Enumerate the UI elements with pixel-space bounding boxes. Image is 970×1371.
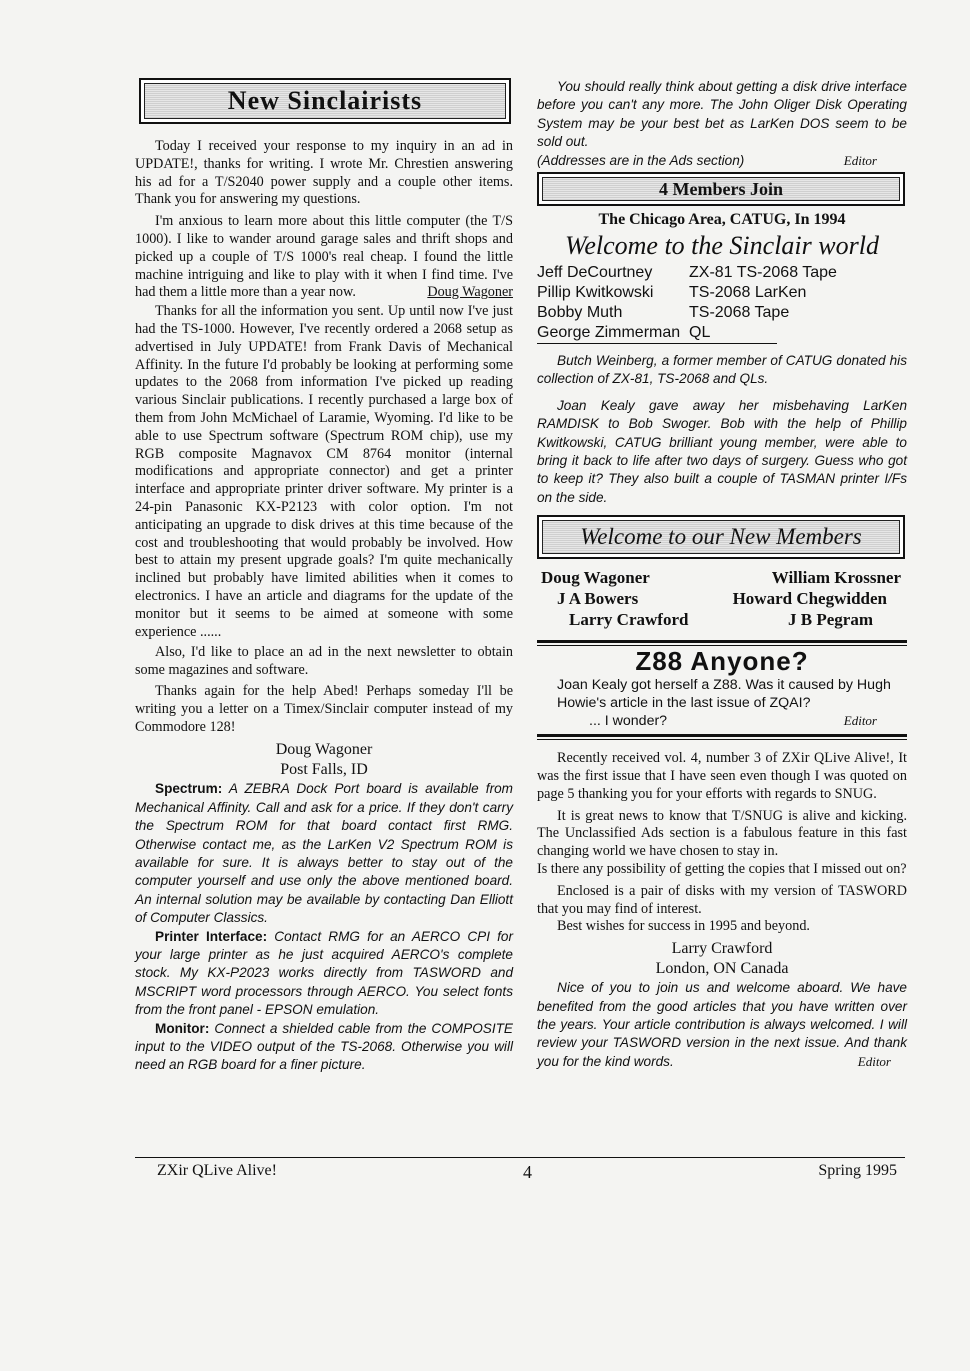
reply-monitor-body: Connect a shielded cable from the COMPOSITE input to the VIDEO output of the TS-2068. Otherwise you will need an RGB board for a finer picture. (135, 1020, 513, 1073)
z88-body: Joan Kealy got herself a Z88. Was it caused by Hugh Howie's article in the last issue of ZQAI? (557, 677, 891, 712)
reply-larry-body: Nice of you to join us and welcome aboard. We have benefited from the good articles that you have written over the years. Your article contribution is always welcomed. I will review your TASWORD version in the next issue. And thank you for the kind words. (537, 980, 907, 1069)
reply-spectrum-heading: Spectrum: (155, 781, 223, 797)
letter1-paragraph-1: Today I received your response to my inquiry in an ad in UPDATE!, thanks for writing. I wrote Mr. Chrestien answering his ad for a T/S2040 power supply and a couple other items. Thank you for answering my questions. (135, 138, 513, 208)
letter3-paragraph-1: Recently received vol. 4, number 3 of ZXir QLive Alive!, It was the first issue that I have seen even though I was quoted on page 5 thanking you for your efforts with regards to SNUG. (537, 750, 907, 802)
new-members-row (537, 567, 907, 588)
joan-note: Joan Kealy gave away her misbehaving LarKen RAMDISK to Bob Swoger. Bob with the help of Phillip Kwitkowski, CATUG brilliant young member, were able to bring it back to life after two days of surgery. Guess who got to keep it? They also built a couple of TASMAN printer I/Fs on the side. (537, 397, 907, 505)
left-column (135, 78, 513, 1075)
member-row (537, 303, 907, 323)
reply-larry (537, 979, 907, 1071)
signature2-place: London, ON Canada (655, 960, 789, 978)
members-join-title: 4 Members Join (542, 177, 900, 201)
right-column (537, 78, 907, 1071)
new-member-name: J B Pegram (788, 610, 873, 630)
letter3-paragraph-3: Is there any possibility of getting the copies that I missed out on? (537, 861, 907, 878)
butch-note: Butch Weinberg, a former member of CATUG donated his collection of ZX-81, TS-2068 and QLs. (537, 353, 907, 387)
member-row (537, 323, 777, 344)
member-row (537, 263, 907, 283)
addresses-note: (Addresses are in the Ads section) (537, 152, 745, 168)
addresses-note-row (537, 152, 907, 170)
letter1-signature: Doug Wagoner (427, 284, 513, 301)
member-list (537, 263, 907, 344)
new-member-name: Larry Crawford (569, 610, 689, 630)
letter3-paragraph-4: Enclosed is a pair of disks with my version of TASWORD that you may find of interest. (537, 882, 907, 917)
member-name: George Zimmerman (537, 324, 681, 342)
letter3-paragraph-5: Best wishes for success in 1995 and beyond. (557, 918, 810, 935)
z88-wonder-row (537, 712, 907, 730)
z88-wonder: ... I wonder? (589, 713, 668, 730)
banner-title: New Sinclairists (144, 83, 506, 119)
signature-name: Doug Wagoner (275, 741, 373, 759)
member-name: Pillip Kwitkowski (537, 284, 654, 302)
letter2-paragraph-1: Thanks for all the information you sent. Up until now I've just had the TS-1000. However, I've recently ordered a 2068 setup as advertised in July UPDATE! from Frank Davis of Mechanical Affinity. In the future I'd probably be looking at performing some updates to the 2068 from information I've picked up reading various Sinclair publications. I recently purchased a large box of them from John McMichael of Laramie, Wyoming. I'd like to be able to use Spectrum software (Spectrum ROM chip), use my RGB composite Magnavox CM 8764 monitor (internal modifications and appropriate connector) and get a printer interface and appropriate printer driver software. My printer is a 24-pin Panasonic KX-P2123 with color option. I'm not anticipating an upgrade to disk drives at this time because of the cost and troubleshooting that would probably be involved. How best to attain my present upgrade goals? I'm quite mechanically inclined but probably have limited abilities when it comes to electronics. I have an article and diagrams for the update of the monitor but it seems to be aimed at someone with some experience ...... (135, 303, 513, 640)
footer-issue: Spring 1995 (818, 1162, 897, 1179)
member-gear: TS-2068 Tape (689, 304, 790, 322)
reply-spectrum (135, 780, 513, 927)
new-member-name: Howard Chegwidden (732, 589, 887, 609)
new-member-name: J A Bowers (557, 589, 639, 609)
footer-page-number: 4 (523, 1162, 532, 1182)
letter2-paragraph-3: Thanks again for the help Abed! Perhaps someday I'll be writing you a letter on a Timex/Sinclair computer instead of my Commodore 128! (135, 682, 513, 735)
member-gear: QL (689, 324, 711, 342)
disk-interface-intro: You should really think about getting a disk drive interface before you can't any more. The John Oliger Disk Operating System may be your best bet as LarKen DOS seem to be sold out. (537, 79, 907, 150)
member-name: Jeff DeCourtney (537, 264, 653, 282)
member-row (537, 283, 907, 303)
editor-signature: Editor (843, 152, 877, 168)
reply-printer-body: Contact RMG for an AERCO CPI for your large printer as he just acquired AERCO's complete stock. My KX-P2023 works directly from TASWORD and MSCRIPT word processors through AERCO. You select fonts from the front panel - EPSON emulation. (135, 928, 513, 1018)
welcome-script: Welcome to the Sinclair world (565, 231, 879, 261)
footer-publication: ZXir QLive Alive! (157, 1162, 277, 1179)
new-sinclairists-banner (139, 78, 511, 124)
signature2-name: Larry Crawford (671, 940, 773, 958)
editor-signature: Editor (857, 1053, 891, 1069)
new-members-title: Welcome to our New Members (542, 520, 900, 554)
new-members-banner (537, 515, 905, 559)
new-member-name: William Krossner (771, 568, 901, 588)
z88-rule-bottom (537, 734, 907, 740)
chicago-title: The Chicago Area, CATUG, In 1994 (598, 211, 846, 229)
member-gear: TS-2068 LarKen (689, 284, 807, 302)
reply-printer-heading: Printer Interface: (155, 928, 268, 944)
new-members-row (537, 588, 907, 609)
letter1-paragraph-2: I'm anxious to learn more about this little computer (the T/S 1000). I like to wander around garage sales and thrift shops and picked up a couple of T/S 1000's real cheap. I found the little machine intriguing and like to play with it when I find time. I've had them a little more than a year now. (135, 213, 513, 301)
reply-spectrum-body: A ZEBRA Dock Port board is available from Mechanical Affinity. Call and ask for a price. If they don't carry the Spectrum ROM for that board contact first RMG. Otherwise contact me, as the LarKen V2 Spectrum ROM is available for sure. It is always better to stay out of the computer yourself and use only the above mentioned board. An internal solution may be available by contacting Dan Elliott of Computer Classics. (135, 781, 513, 926)
members-join-banner (537, 172, 905, 206)
new-member-name: Doug Wagoner (541, 568, 650, 588)
reply-printer (135, 928, 513, 1020)
signature-place: Post Falls, ID (280, 761, 368, 779)
member-name: Bobby Muth (537, 304, 623, 322)
letter2-paragraph-2: Also, I'd like to place an ad in the next newsletter to obtain some magazines and software. (135, 644, 513, 679)
reply-monitor-heading: Monitor: (155, 1020, 210, 1036)
page-footer (135, 1157, 905, 1182)
reply-monitor (135, 1020, 513, 1075)
editor-signature: Editor (843, 713, 877, 729)
new-members-list (537, 567, 907, 630)
new-members-row (537, 609, 907, 630)
member-gear: ZX-81 TS-2068 Tape (689, 264, 837, 282)
z88-title: Z88 Anyone? (635, 646, 809, 677)
letter3-paragraph-2: It is great news to know that T/SNUG is alive and kicking. The Unclassified Ads section is a fabulous feature in this fast changing world we have chosen to stay in. (537, 807, 907, 860)
